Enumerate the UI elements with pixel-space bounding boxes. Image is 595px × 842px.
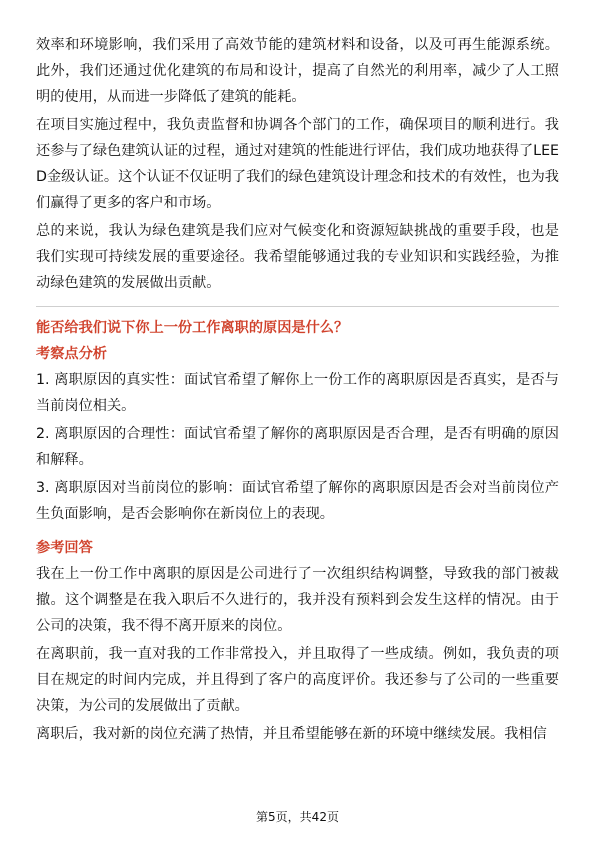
intro-paragraph-2: 在项目实施过程中，我负责监督和协调各个部门的工作，确保项目的顺利进行。我还参与了绿色建筑认证的过程，通过对建筑的性能进行评估，我们成功地获得了LEED金级认证。这个认证不仅证明了我们的绿色建筑设计理念和技术的有效性，也为我们赢得了更多的客户和市场。 <box>36 117 559 211</box>
intro-paragraph-3: 总的来说，我认为绿色建筑是我们应对气候变化和资源短缺挑战的重要手段，也是我们实现可持续发展的重要途径。我希望能够通过我的专业知识和实践经验，为推动绿色建筑的发展做出贡献。 <box>36 223 559 291</box>
answer-paragraph-1: 我在上一份工作中离职的原因是公司进行了一次组织结构调整，导致我的部门被裁撤。这个调整是在我入职后不久进行的，我并没有预料到会发生这样的情况。由于公司的决策，我不得不离开原来的岗位。 <box>36 566 559 634</box>
page-content <box>36 32 559 749</box>
page-number: 第5页，共42页 <box>256 810 339 824</box>
answer-paragraph-2: 在离职前，我一直对我的工作非常投入，并且取得了一些成绩。例如，我负责的项目在规定的时间内完成，并且得到了客户的高度评价。我还参与了公司的一些重要决策，为公司的发展做出了贡献。 <box>36 646 559 714</box>
answer-paragraph-3: 离职后，我对新的岗位充满了热情，并且希望能够在新的环境中继续发展。我相信 <box>36 726 547 742</box>
analysis-item-1: 1. 离职原因的真实性：面试官希望了解你上一份工作的离职原因是否真实，是否与当前岗位相关。 <box>36 372 559 414</box>
section-divider <box>36 306 559 307</box>
analysis-title: 考察点分析 <box>36 346 107 362</box>
analysis-item-3: 3. 离职原因对当前岗位的影响：面试官希望了解你的离职原因是否会对当前岗位产生负面影响，是否会影响你在新岗位上的表现。 <box>36 480 559 522</box>
analysis-item-2: 2. 离职原因的合理性：面试官希望了解你的离职原因是否合理，是否有明确的原因和解释。 <box>36 426 559 468</box>
intro-paragraph-1: 效率和环境影响，我们采用了高效节能的建筑材料和设备，以及可再生能源系统。此外，我们还通过优化建筑的布局和设计，提高了自然光的利用率，减少了人工照明的使用，从而进一步降低了建筑的能耗。 <box>36 37 559 105</box>
answer-title: 参考回答 <box>36 540 93 556</box>
interview-question: 能否给我们说下你上一份工作离职的原因是什么？ <box>36 320 349 336</box>
